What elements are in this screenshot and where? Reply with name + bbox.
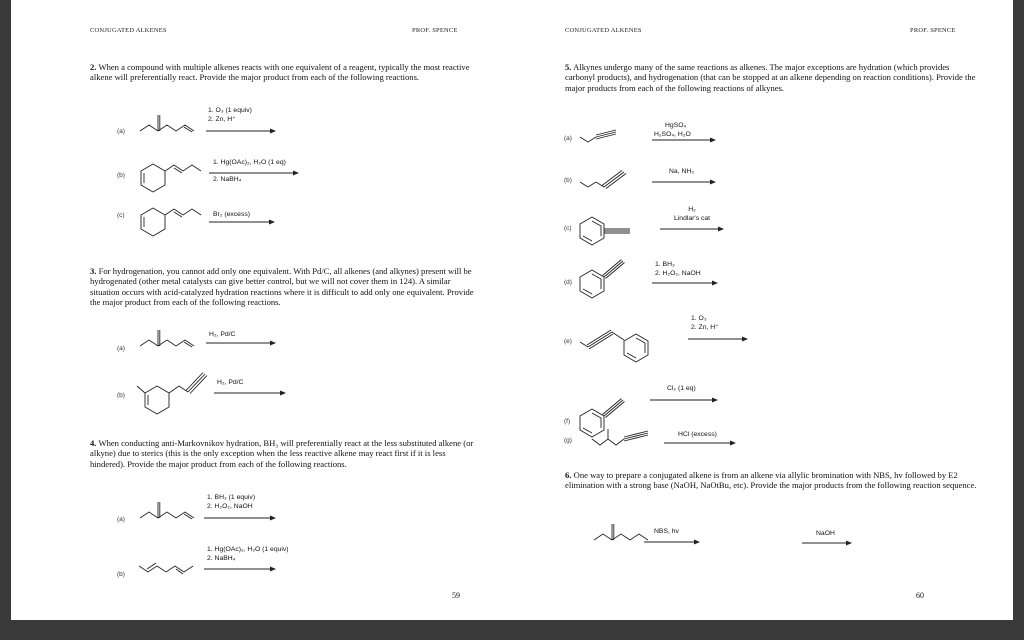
q3a-diene-structure	[138, 326, 200, 356]
q5f-reagents: Cl₂ (1 eq)	[667, 385, 696, 392]
q5f-reaction-arrow	[650, 397, 718, 403]
q2c-reagents: Br₂ (excess)	[213, 211, 251, 218]
q2c-reaction-arrow	[209, 219, 275, 225]
q2b-reagent-line-2: 2. NaBH₄	[213, 176, 242, 183]
q6-step1-arrow	[644, 539, 700, 545]
q3b-reaction-arrow	[214, 390, 286, 396]
q3a-label: (a)	[117, 345, 125, 352]
q4b-reaction-arrow	[204, 566, 276, 572]
question-5-text: 5. Alkynes undergo many of the same reactions as alkenes. The major exceptions are hydration (which provides carbonyl products), and hydrogenation (that can be stopped at an alkene depending on reaction conditions). Provide the major products from each of the following reactions of alkynes.	[565, 62, 976, 93]
q6-step2-reagents: NaOH	[816, 530, 835, 537]
q5c-phenylalkyne-structure	[578, 212, 658, 246]
q2a-diene-structure	[138, 111, 200, 141]
q5b-reaction-arrow	[652, 179, 716, 185]
q4a-diene-structure	[138, 498, 200, 528]
q4a-label: (a)	[117, 516, 125, 523]
running-header-left: CONJUGATED ALKENES	[90, 27, 167, 34]
q5g-label: (g)	[564, 437, 572, 444]
q5g-alkyne-structure	[590, 423, 662, 451]
running-header-left: CONJUGATED ALKENES	[565, 27, 642, 34]
question-4-text: 4. When conducting anti-Markovnikov hydration, BH₃ will preferentially react at the less substituted alkene (or alkyne) due to sterics (this is the only exception when the less reactive alkene may react first if it is less hindered). Provide the major product from each of the following reactions.	[90, 438, 474, 469]
q6-alkene-structure	[592, 520, 660, 550]
q4b-diene-structure	[137, 552, 203, 582]
q4b-reagents: 1. Hg(OAc)₂, H₂O (1 equiv) 2. NaBH₄	[207, 546, 289, 562]
q2a-label: (a)	[117, 128, 125, 135]
q5b-alkyne-structure	[578, 166, 638, 192]
q2c-cyclohexene-diene-structure	[135, 196, 205, 236]
q3a-reagents: H₂, Pd/C	[209, 331, 236, 338]
running-header-right: PROF. SPENCE	[910, 27, 956, 34]
q2a-reaction-arrow	[206, 128, 276, 134]
q5d-reaction-arrow	[652, 280, 718, 286]
q5a-reaction-arrow	[652, 137, 716, 143]
viewer-bottom-bar	[0, 620, 1024, 640]
q2b-label: (b)	[117, 172, 125, 179]
q4b-label: (b)	[117, 571, 125, 578]
q5g-reagents: HCl (excess)	[678, 431, 717, 438]
q5e-reagents: 1. O₃ 2. Zn, H⁺	[691, 315, 719, 331]
q2c-label: (c)	[117, 212, 125, 219]
q5a-reagents: HgSO₄ H₂SO₄, H₂O	[654, 122, 691, 138]
q5a-alkyne-structure	[578, 127, 634, 149]
q5d-label: (d)	[564, 279, 572, 286]
q5e-label: (e)	[564, 338, 572, 345]
q3b-label: (b)	[117, 392, 125, 399]
q2b-reagent-line-1: 1. Hg(OAc)₂, H₂O (1 eq)	[213, 159, 286, 166]
q2a-reagents: 1. O₃ (1 equiv) 2. Zn, H⁺	[208, 107, 252, 123]
q5f-label: (f)	[564, 418, 571, 425]
q3b-reagents: H₂, Pd/C	[217, 379, 244, 386]
question-2-text: 2. When a compound with multiple alkenes reacts with one equivalent of a reagent, typically the most reactive alkene will preferentially react. Provide the major product from each of the following reactions.	[90, 62, 470, 83]
question-6-text: 6. One way to prepare a conjugated alkene is from an alkene via allylic bromination with NBS, hv followed by E2 elimination with a strong base (NaOH, NaOtBu, etc). Provide the major products from the following reaction sequence.	[565, 470, 977, 491]
page-60	[512, 0, 1013, 620]
question-3-text: 3. For hydrogenation, you cannot add only one equivalent. With Pd/C, all alkenes (and alkynes) present will be hydrogenated (other metal catalysts can give better control, but we will not cover them in 124). A similar situation occurs with acid-catalyzed hydration reactions where it is difficult to add only one equivalent. Provide the major product from each of the following reactions.	[90, 266, 474, 308]
q5g-reaction-arrow	[664, 440, 736, 446]
q6-step1-reagents: NBS, hv	[654, 528, 679, 535]
q6-step2-arrow	[802, 540, 852, 546]
q5e-alkynyl-benzene-structure	[578, 322, 668, 358]
q5a-label: (a)	[564, 135, 572, 142]
page-number: 59	[452, 591, 460, 600]
page-number: 60	[916, 591, 924, 600]
q3b-cyclohexene-alkyne-structure	[135, 364, 210, 414]
q5e-reaction-arrow	[688, 336, 748, 342]
q5d-reagents: 1. BH₃ 2. H₂O₂, NaOH	[655, 261, 701, 277]
q5d-phenylalkyne-structure	[578, 257, 638, 299]
q5c-reagents: H₂ Lindlar's cat	[674, 206, 711, 222]
q5b-label: (b)	[564, 177, 572, 184]
page-59	[11, 0, 512, 620]
q3a-reaction-arrow	[206, 340, 276, 346]
q2b-reaction-arrow	[209, 170, 299, 176]
q2b-cyclohexene-diene-structure	[135, 152, 205, 194]
q5c-reaction-arrow	[660, 226, 724, 232]
q5c-label: (c)	[564, 225, 572, 232]
q5b-reagents: Na, NH₃	[669, 168, 695, 175]
q4a-reagents: 1. BH₃ (1 equiv) 2. H₂O₂, NaOH	[207, 494, 256, 510]
running-header-right: PROF. SPENCE	[412, 27, 458, 34]
q4a-reaction-arrow	[204, 515, 276, 521]
